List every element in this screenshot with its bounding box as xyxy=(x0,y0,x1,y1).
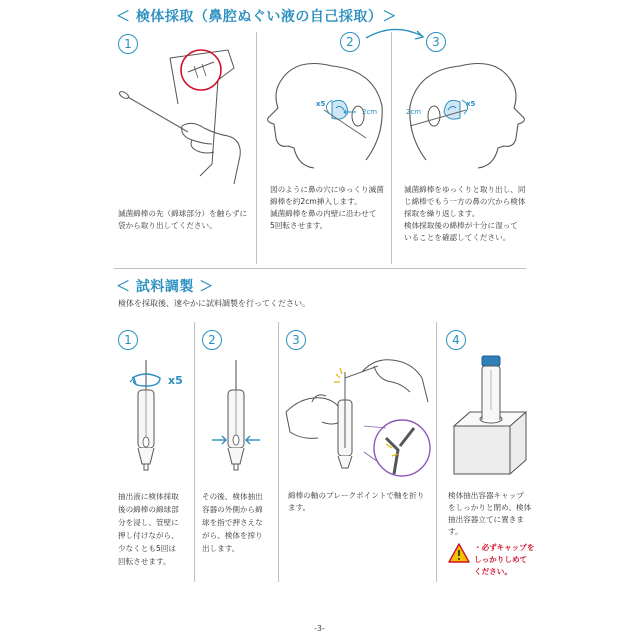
step1-text xyxy=(118,208,252,232)
section1-title: ＜ 検体採取（鼻腔ぬぐい液の自己採取）＞ xyxy=(116,9,397,25)
text-line: 回転させます。 xyxy=(118,557,171,566)
text-line: 図のように鼻の穴にゆっくり滅菌 xyxy=(270,185,384,194)
text-line: 綿棒を約2cm挿入します。 xyxy=(270,197,362,206)
rotation-count-label: x5 xyxy=(168,374,183,387)
section-divider xyxy=(114,268,526,269)
prep-step3-text xyxy=(288,490,434,514)
text-line: 滅菌綿棒をゆっくりと取り出し、同 xyxy=(404,185,526,194)
section2-intro: 検体を採取後、速やかに試料調製を行ってください。 xyxy=(118,299,310,308)
text-line: 採取を繰り返します。 xyxy=(404,209,480,218)
step-number-1: 1 xyxy=(118,34,138,54)
step-number-1: 1 xyxy=(118,330,138,350)
text-line: 滅菌綿棒を鼻の内壁に沿わせて xyxy=(270,209,377,218)
cap-warning xyxy=(474,542,540,578)
text-line: 袋から取り出してください。 xyxy=(118,221,217,230)
text-line: 押し付けながら、 xyxy=(118,531,179,540)
rotation-count-label: x5 xyxy=(316,100,326,108)
section2-title: ＜ 試料調製 ＞ xyxy=(116,279,214,295)
text-line: しっかりしめて xyxy=(474,555,528,564)
text-line: 球を指で押さえな xyxy=(202,518,263,527)
text-line: 抽出液に検体採取 xyxy=(118,492,179,501)
text-line: がら、検体を搾り xyxy=(202,531,263,540)
text-line: 分を浸し、管壁に xyxy=(118,518,179,527)
step-number-2: 2 xyxy=(340,32,360,52)
text-line: 検体採取後の綿棒が十分に湿って xyxy=(404,221,518,230)
text-line: 容器の外側から綿 xyxy=(202,505,263,514)
text-line: 出します。 xyxy=(202,544,240,553)
step-number-3: 3 xyxy=(426,32,446,52)
text-line: ください。 xyxy=(474,567,512,576)
text-line: その後、検体抽出 xyxy=(202,492,263,501)
step-number-2: 2 xyxy=(202,330,222,350)
page-number: -3- xyxy=(314,624,325,633)
text-line: ます。 xyxy=(288,503,311,512)
tube-stand-illustration xyxy=(446,352,536,482)
text-line: 後の綿棒の綿球部 xyxy=(118,505,179,514)
prep-step4-text xyxy=(448,490,538,538)
text-line: をしっかりと閉め、検体 xyxy=(448,503,532,512)
step2-text xyxy=(270,184,390,232)
warning-icon xyxy=(448,543,470,563)
squeeze-tube-illustration xyxy=(198,360,278,480)
prep-step2-text xyxy=(202,490,278,555)
face-profile-illustration xyxy=(400,56,530,176)
prep-step1-text xyxy=(118,490,194,568)
step3-text xyxy=(404,184,538,244)
break-swab-illustration xyxy=(282,352,432,482)
divider xyxy=(278,322,279,582)
curved-arrow-icon xyxy=(364,26,434,46)
text-line: じ綿棒でもう一方の鼻の穴から検体 xyxy=(404,197,526,206)
divider xyxy=(194,322,195,582)
text-line: 滅菌綿棒の先（綿球部分）を触らずに xyxy=(118,209,248,218)
face-profile-illustration xyxy=(262,56,392,176)
rotation-count-label: x5 xyxy=(466,100,476,108)
text-line: ・必ずキャップを xyxy=(474,543,535,552)
text-line: 5回転させます。 xyxy=(270,221,328,230)
text-line: 抽出容器立てに置きま xyxy=(448,515,524,524)
step-number-4: 4 xyxy=(446,330,466,350)
text-line: す。 xyxy=(448,527,463,536)
text-line: 少なくとも5回は xyxy=(118,544,176,553)
step-number-3: 3 xyxy=(286,330,306,350)
text-line: 綿棒の軸のブレークポイントで軸を折り xyxy=(288,491,425,500)
text-line: 検体抽出容器キャップ xyxy=(448,491,524,500)
divider xyxy=(436,322,437,582)
distance-label: 2cm xyxy=(406,108,422,116)
distance-label: 2cm xyxy=(362,108,378,116)
text-line: いることを確認してください。 xyxy=(404,233,511,242)
swab-package-illustration xyxy=(108,44,258,194)
